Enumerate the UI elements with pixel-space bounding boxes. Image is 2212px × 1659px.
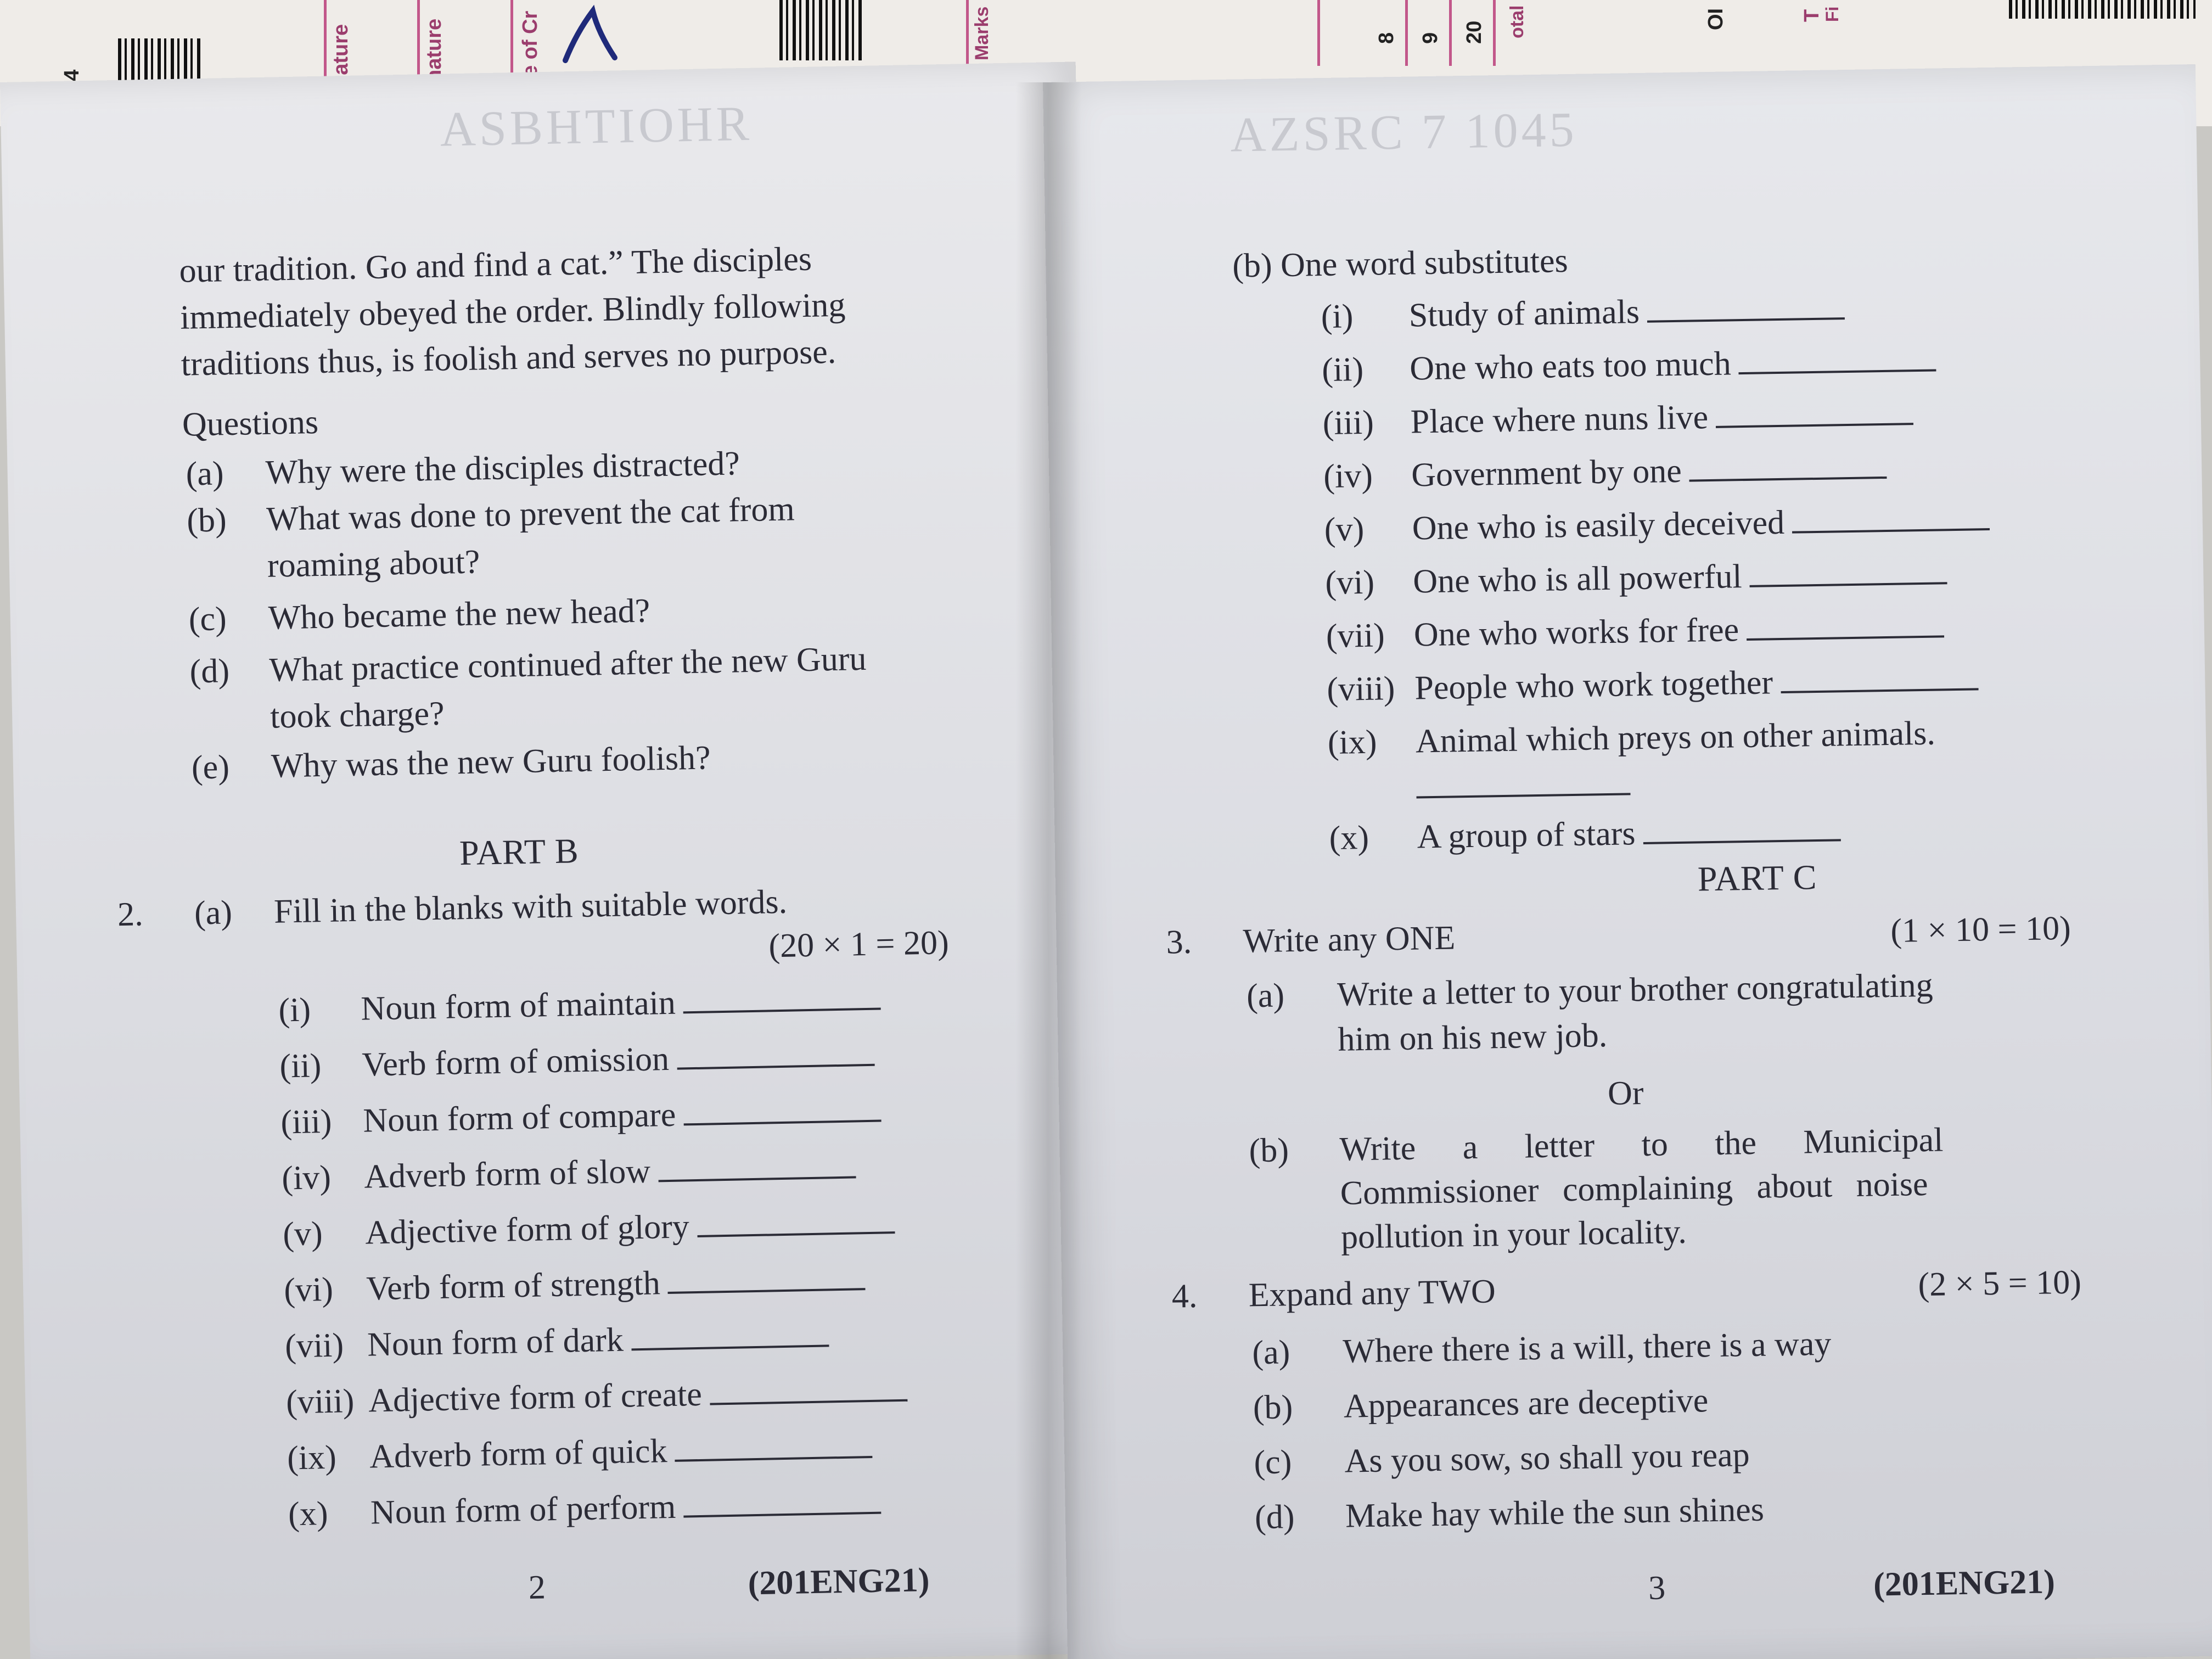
signature-label-2: nature: [423, 18, 446, 82]
fill-text: Noun form of dark: [367, 1321, 624, 1364]
answer-blank[interactable]: [709, 1377, 907, 1405]
option-text: Write a letter to the Municipal: [1339, 1121, 1944, 1168]
strip-code-right: OI: [1704, 8, 1727, 30]
question-text: took charge?: [270, 694, 445, 736]
booklet-page-left: [0, 61, 1106, 1659]
fill-item: [370, 1481, 881, 1535]
fill-label: (viii): [285, 1382, 355, 1421]
answer-blank[interactable]: [1781, 666, 1979, 693]
marks-col-9: 9: [1419, 32, 1442, 44]
question-number: 2.: [117, 895, 144, 934]
option-text: him on his new job.: [1337, 1017, 1608, 1058]
substitute-label: (ix): [1327, 723, 1378, 761]
substitute-item: [1414, 657, 1979, 710]
answer-blank[interactable]: [1689, 455, 1887, 482]
substitute-label: (vi): [1324, 563, 1375, 602]
marks-label: Marks: [972, 6, 992, 60]
fill-item: [361, 977, 882, 1031]
fill-item: [366, 1257, 866, 1310]
substitute-text: Government by one: [1411, 452, 1682, 494]
questions-heading: Questions: [182, 403, 319, 444]
fill-label: (x): [288, 1495, 329, 1533]
fill-item: [368, 1369, 907, 1423]
question-text: What practice continued after the new Guru: [268, 640, 867, 689]
answer-blank[interactable]: [667, 1266, 866, 1294]
substitute-label: (v): [1324, 510, 1365, 549]
answer-blank[interactable]: [1416, 771, 1631, 798]
fill-text: Verb form of omission: [361, 1040, 670, 1084]
substitute-item: [1413, 551, 1947, 603]
answer-blank[interactable]: [1738, 348, 1936, 375]
barcode-center: [779, 0, 862, 60]
question-text: Expand any TWO: [1248, 1273, 1496, 1314]
fill-text: Adjective form of glory: [364, 1208, 690, 1252]
fill-item: [369, 1425, 873, 1479]
fill-label: (vii): [284, 1326, 344, 1365]
option-text: As you sow, so shall you reap: [1344, 1436, 1750, 1480]
fill-label: (iii): [280, 1102, 333, 1141]
substitute-label: (viii): [1326, 670, 1395, 709]
option-label: (a): [1251, 1333, 1290, 1372]
question-text: roaming about?: [267, 543, 480, 585]
answer-blank[interactable]: [677, 1042, 875, 1070]
question-label: (d): [189, 652, 230, 691]
option-label: (d): [1254, 1498, 1295, 1537]
answer-blank[interactable]: [1792, 506, 1990, 534]
substitute-label: (iii): [1322, 403, 1374, 442]
fill-text: Noun form of maintain: [360, 984, 676, 1028]
part-b-title: PART B: [459, 831, 580, 873]
marks-allocation: (20 × 1 = 20): [768, 924, 950, 965]
answer-blank[interactable]: [631, 1322, 829, 1350]
answer-blank[interactable]: [683, 1490, 882, 1518]
answer-blank[interactable]: [675, 1434, 873, 1462]
marks-col-line: [1493, 0, 1496, 66]
question-number: 4.: [1171, 1277, 1198, 1315]
paper-code: (201ENG21): [1873, 1563, 2056, 1604]
question-text: Who became the new head?: [268, 592, 650, 637]
answer-blank[interactable]: [683, 1098, 882, 1126]
option-text: Make hay while the sun shines: [1345, 1490, 1765, 1535]
fill-label: (iv): [281, 1158, 332, 1197]
substitute-item: [1413, 604, 1944, 657]
paper-code: (201ENG21): [748, 1561, 930, 1602]
substitute-item: [1410, 392, 1913, 444]
fill-label: (i): [278, 991, 311, 1029]
booklet-page-right: [1043, 64, 2212, 1659]
option-text: Appearances are deceptive: [1343, 1382, 1709, 1425]
marks-allocation: (2 × 5 = 10): [1918, 1263, 2082, 1304]
question-label: (c): [188, 600, 227, 638]
fill-text: Noun form of perform: [370, 1488, 676, 1532]
substitute-label: (iv): [1323, 457, 1373, 496]
substitute-text: Place where nuns live: [1410, 399, 1709, 441]
question-label: (b): [186, 501, 227, 540]
answer-blank[interactable]: [1747, 613, 1945, 641]
substitute-text: One who works for free: [1413, 611, 1739, 654]
question-text: Fill in the blanks with suitable words.: [273, 883, 788, 931]
substitute-text: A group of stars: [1417, 815, 1636, 856]
answer-blank[interactable]: [1716, 401, 1914, 428]
marks-col-total: otal: [1507, 5, 1528, 38]
booklet-gutter-shadow: [1015, 82, 1081, 1659]
answer-blank[interactable]: [697, 1209, 895, 1237]
substitute-text: Study of animals: [1408, 293, 1640, 334]
question-text: Write any ONE: [1243, 919, 1456, 960]
passage-line: our tradition. Go and find a cat.” The disciples: [179, 240, 812, 290]
fill-label: (ix): [287, 1438, 337, 1477]
marks-allocation: (1 × 10 = 10): [1890, 909, 2071, 950]
substitute-label: (ii): [1321, 350, 1364, 389]
marks-col-8: 8: [1375, 32, 1398, 44]
signature-label-3: e of Cr: [519, 10, 542, 77]
fill-item: [364, 1145, 856, 1198]
substitute-item: [1411, 446, 1888, 497]
fill-label: (vi): [283, 1270, 334, 1309]
question-text: What was done to prevent the cat from: [266, 490, 795, 538]
part-c-title: PART C: [1697, 857, 1817, 899]
strip-code-right-3: T: [1800, 9, 1823, 22]
substitute-text: People who work together: [1414, 664, 1773, 707]
watermark-right: AZSRC 7 1045: [1229, 102, 1578, 162]
strip-code-right-2: Fi: [1822, 6, 1842, 22]
page-number: 2: [528, 1568, 546, 1607]
fill-text: Verb form of strength: [366, 1264, 661, 1308]
substitute-item: [1417, 808, 1841, 859]
fill-item: [365, 1201, 895, 1255]
answer-blank[interactable]: [658, 1154, 856, 1182]
substitute-item: [1408, 287, 1845, 337]
option-label: (b): [1249, 1131, 1289, 1170]
or-separator: Or: [1607, 1074, 1644, 1113]
watermark-left: ASBHTIOHR: [439, 96, 753, 157]
question-text: Why was the new Guru foolish?: [271, 739, 711, 785]
option-label: (b): [1253, 1388, 1293, 1427]
question-number: 3.: [1166, 923, 1192, 961]
passage-line: traditions thus, is foolish and serves no purpose.: [181, 333, 836, 383]
fill-item: [367, 1314, 829, 1366]
pen-mark: [554, 0, 620, 71]
answer-blank[interactable]: [1749, 560, 1947, 587]
answer-blank[interactable]: [683, 986, 881, 1014]
fill-text: Adjective form of create: [368, 1375, 703, 1420]
marks-col-line: [1317, 0, 1320, 66]
fill-label: (ii): [279, 1047, 322, 1085]
fill-text: Adverb form of quick: [369, 1432, 668, 1476]
barcode-right: [2009, 0, 2196, 19]
answer-blank[interactable]: [1647, 295, 1845, 323]
substitute-text: One who is all powerful: [1412, 558, 1743, 601]
option-text: Commissioner complaining about noise: [1340, 1165, 1928, 1212]
page-number: 3: [1648, 1569, 1666, 1607]
fill-text: Noun form of compare: [362, 1096, 676, 1140]
substitute-text: One who is easily deceived: [1412, 503, 1785, 547]
passage-line: immediately obeyed the order. Blindly following: [179, 286, 846, 337]
substitutes-heading: (b) One word substitutes: [1232, 242, 1569, 285]
marks-col-20: 20: [1463, 20, 1486, 44]
marks-col-line: [1405, 0, 1408, 66]
substitute-text: One who eats too much: [1409, 345, 1732, 388]
question-text: Why were the disciples distracted?: [265, 445, 740, 491]
substitute-label: (x): [1329, 819, 1369, 857]
substitute-text: Animal which preys on other animals.: [1415, 714, 1936, 760]
fill-label: (v): [282, 1215, 323, 1253]
option-label: (a): [1246, 977, 1285, 1015]
option-text: Write a letter to your brother congratulating: [1337, 966, 1934, 1013]
answer-blank[interactable]: [1643, 817, 1841, 844]
marks-col-line: [1449, 0, 1452, 66]
signature-label-1: nature: [329, 24, 352, 88]
substitute-item: [1410, 339, 1937, 391]
substitute-line: [1416, 762, 1631, 809]
option-text: Where there is a will, there is a way: [1342, 1325, 1832, 1370]
fill-item: [362, 1033, 875, 1087]
question-label: (e): [191, 748, 230, 787]
option-label: (c): [1254, 1443, 1292, 1482]
question-sub-label: (a): [194, 894, 233, 932]
fill-item: [363, 1089, 882, 1143]
substitute-item: [1412, 497, 1990, 551]
question-label: (a): [186, 455, 224, 493]
substitute-label: (vii): [1326, 616, 1385, 655]
option-text: pollution in your locality.: [1340, 1213, 1687, 1256]
fill-text: Adverb form of slow: [363, 1152, 651, 1196]
substitute-label: (i): [1321, 298, 1354, 336]
